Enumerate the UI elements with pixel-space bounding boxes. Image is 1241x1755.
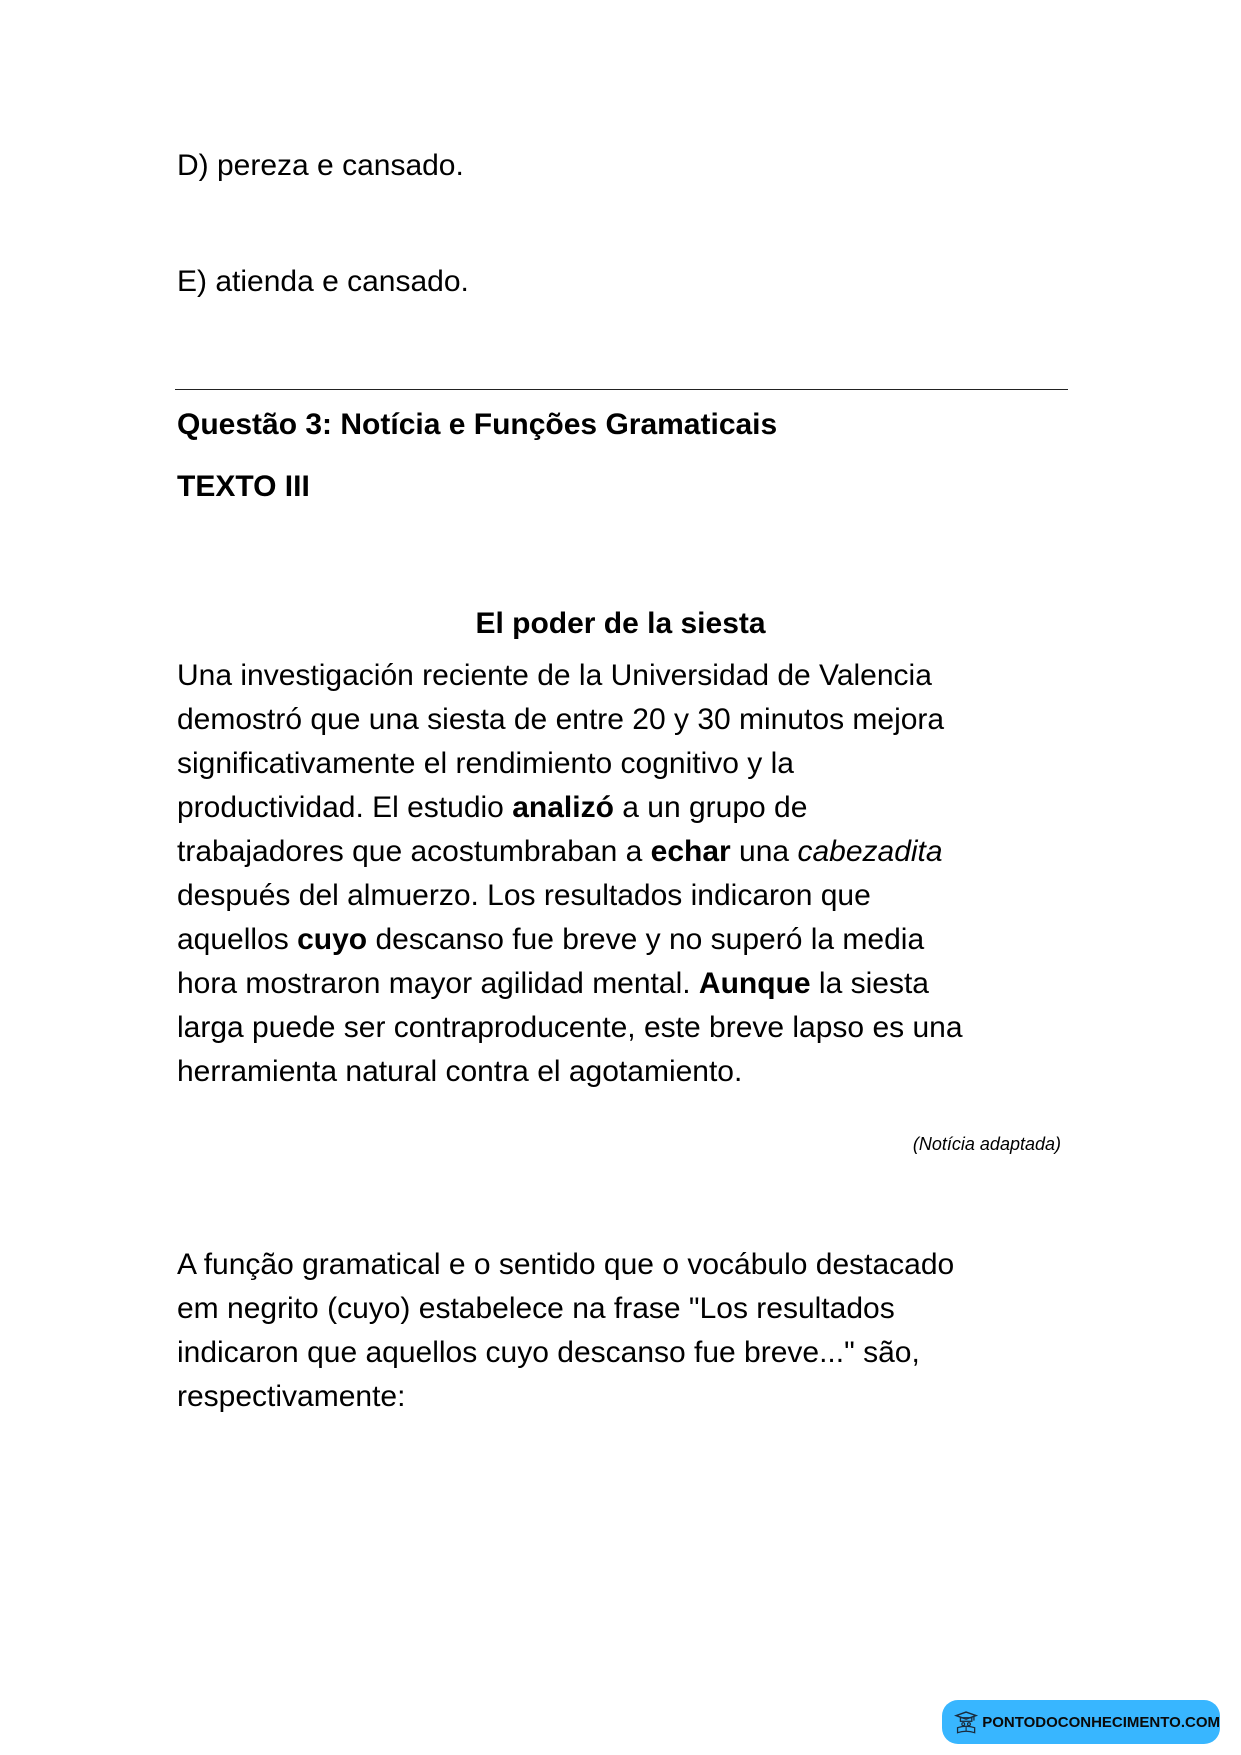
article-text: descanso fue breve y no superó la media — [367, 923, 925, 956]
article-text: hora mostraron mayor agilidad mental. — [177, 967, 699, 1000]
article-line — [177, 654, 1077, 698]
article-text: significativamente el rendimiento cognitivo y la — [177, 747, 794, 780]
article-text: trabajadores que acostumbraban a — [177, 835, 651, 868]
article-text: una — [730, 835, 798, 868]
section-divider — [175, 389, 1068, 390]
article-line — [177, 698, 1077, 742]
prompt-line: A função gramatical e o sentido que o vocábulo destacado — [177, 1248, 955, 1281]
prompt-line: em negrito (cuyo) estabelece na frase "Los resultados — [177, 1292, 895, 1325]
answer-option-d: D) pereza e cansado. — [177, 149, 464, 182]
article-line — [177, 742, 1077, 786]
article-text: después del almuerzo. Los resultados indicaron que — [177, 879, 871, 912]
article-text: demostró que una siesta de entre 20 y 30 minutos mejora — [177, 703, 945, 736]
prompt-line: respectivamente: — [177, 1380, 406, 1413]
article-text: a un grupo de — [613, 791, 808, 824]
article-text: productividad. El estudio — [177, 791, 513, 824]
article-line — [177, 918, 1077, 962]
article-line — [177, 1006, 1077, 1050]
article-text: larga puede ser contraproducente, este breve lapso es una — [177, 1011, 963, 1044]
graduate-reading-book-icon — [954, 1705, 978, 1739]
question-prompt — [177, 1243, 954, 1419]
question-heading: Questão 3: Notícia e Funções Gramaticais — [177, 408, 778, 441]
article-title: El poder de la siesta — [475, 607, 766, 640]
article-text: herramienta natural contra el agotamiento. — [177, 1055, 743, 1088]
article-line — [177, 874, 1077, 918]
text-label: TEXTO III — [177, 470, 310, 503]
highlighted-word: cuyo — [297, 923, 368, 956]
highlighted-word: Aunque — [698, 967, 811, 1000]
article-text: Una investigación reciente de la Universidad de Valencia — [177, 659, 932, 692]
article-line — [177, 1050, 1077, 1094]
article-line — [177, 962, 1077, 1006]
article-line — [177, 786, 1077, 830]
highlighted-word: echar — [650, 835, 731, 868]
prompt-line: indicaron que aquellos cuyo descanso fue breve..." são, — [177, 1336, 920, 1369]
site-badge — [942, 1700, 1220, 1744]
article-text: aquellos — [177, 923, 298, 956]
article-text: la siesta — [810, 967, 929, 1000]
article-citation: (Notícia adaptada) — [912, 1134, 1061, 1154]
italic-word: cabezadita — [797, 835, 943, 868]
site-brand-name: PONTODOCONHECIMENTO.COM — [982, 1713, 1220, 1731]
highlighted-word: analizó — [512, 791, 614, 824]
article-body — [177, 654, 1077, 1094]
answer-option-e: E) atienda e cansado. — [177, 265, 469, 298]
article-line — [177, 830, 1077, 874]
